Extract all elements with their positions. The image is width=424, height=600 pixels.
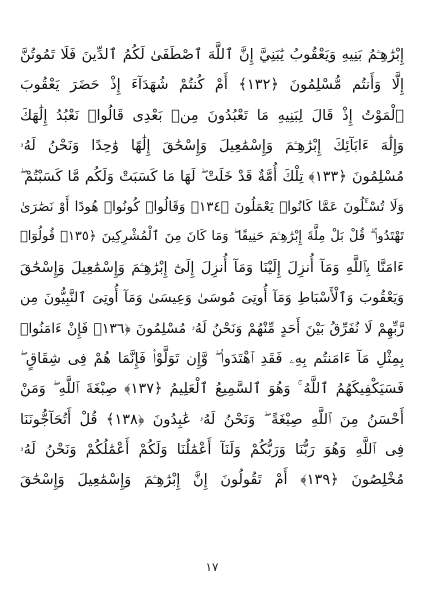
text-line-13: أَحْسَنُ مِنَ ٱللَّهِ صِبْغَةً ۖ وَنَحْنُ لَهُۥ عَٰبِدُونَ ﴿١٣٨﴾ قُلْ أَتُحَآجُّونَنَا xyxy=(20,411,404,428)
text-line-3: ٱلْمَوْتُ إِذْ قَالَ لِبَنِيهِ مَا تَعْبُدُونَ مِنۢ بَعْدِى قَالُوا۟ نَعْبُدُ إِلَٰهَكَ xyxy=(20,107,404,124)
text-line-15: مُخْلِصُونَ ﴿١٣٩﴾ أَمْ تَقُولُونَ إِنَّ إِبْرَٰهِـۧمَ وَإِسْمَٰعِيلَ وَإِسْحَٰقَ xyxy=(20,472,404,489)
text-line-12: فَسَيَكْفِيكَهُمُ ٱللَّهُ ۚ وَهُوَ ٱلسَّمِيعُ ٱلْعَلِيمُ ﴿١٣٧﴾ صِبْغَةَ ٱللَّهِ ۖ وَمَنْ xyxy=(20,381,404,398)
text-line-10: رَّبِّهِمْ لَا نُفَرِّقُ بَيْنَ أَحَدٍ مِّنْهُمْ وَنَحْنُ لَهُۥ مُسْلِمُونَ ﴿١٣٦﴾ فَإِنْ ءَامَنُوا۟ xyxy=(20,320,404,337)
text-line-11: بِمِثْلِ مَآ ءَامَنتُم بِهِۦ فَقَدِ ٱهْتَدَوا۟ ۖ وَّإِن تَوَلَّوْا۟ فَإِنَّمَا هُمْ فِى شِقَاقٍ ۖ xyxy=(20,350,404,367)
text-line-8: ءَامَنَّا بِٱللَّهِ وَمَآ أُنزِلَ إِلَيْنَا وَمَآ أُنزِلَ إِلَىٰٓ إِبْرَٰهِـۧمَ وَإِسْمَٰعِيلَ وَإِسْحَٰقَ xyxy=(20,259,404,276)
text-line-6: وَلَا تُسْـَٔلُونَ عَمَّا كَانُوا۟ يَعْمَلُونَ ﴿١٣٤﴾ وَقَالُوا۟ كُونُوا۟ هُودًا أَوْ نَصَٰرَىٰ xyxy=(20,198,404,215)
text-line-7: تَهْتَدُوا۟ ۗ قُلْ بَلْ مِلَّةَ إِبْرَٰهِـۧمَ حَنِيفًا ۖ وَمَا كَانَ مِنَ ٱلْمُشْرِكِينَ ﴿١٣٥﴾ قُولُوٓا۟ xyxy=(20,229,404,245)
text-line-2: إِلَّا وَأَنتُم مُّسْلِمُونَ ﴿١٣٢﴾ أَمْ كُنتُمْ شُهَدَآءَ إِذْ حَضَرَ يَعْقُوبَ xyxy=(20,77,404,94)
text-line-9: وَيَعْقُوبَ وَٱلْأَسْبَاطِ وَمَآ أُوتِىَ مُوسَىٰ وَعِيسَىٰ وَمَآ أُوتِىَ ٱلنَّبِيُّونَ مِن xyxy=(20,290,404,307)
text-line-4: وَإِلَٰهَ ءَابَآئِكَ إِبْرَٰهِـۧمَ وَإِسْمَٰعِيلَ وَإِسْحَٰقَ إِلَٰهًا وَٰحِدًا وَنَحْنُ لَهُۥ xyxy=(20,138,404,155)
quran-text-block xyxy=(20,40,404,530)
page-number: ١٧ xyxy=(205,560,219,574)
text-line-5: مُسْلِمُونَ ﴿١٣٣﴾ تِلْكَ أُمَّةٌ قَدْ خَلَتْ ۖ لَهَا مَا كَسَبَتْ وَلَكُم مَّا كَسَبْتُمْ ۖ xyxy=(20,168,404,185)
text-line-1: إِبْرَٰهِـۧمُ بَنِيهِ وَيَعْقُوبُ يَٰبَنِيَّ إِنَّ ٱللَّهَ ٱصْطَفَىٰ لَكُمُ ٱلدِّينَ فَلَا تَمُوتُنَّ xyxy=(20,47,404,63)
text-line-14: فِى ٱللَّهِ وَهُوَ رَبُّنَا وَرَبُّكُمْ وَلَنَآ أَعْمَٰلُنَا وَلَكُمْ أَعْمَٰلُكُمْ وَنَحْنُ لَهُۥ xyxy=(20,442,404,459)
